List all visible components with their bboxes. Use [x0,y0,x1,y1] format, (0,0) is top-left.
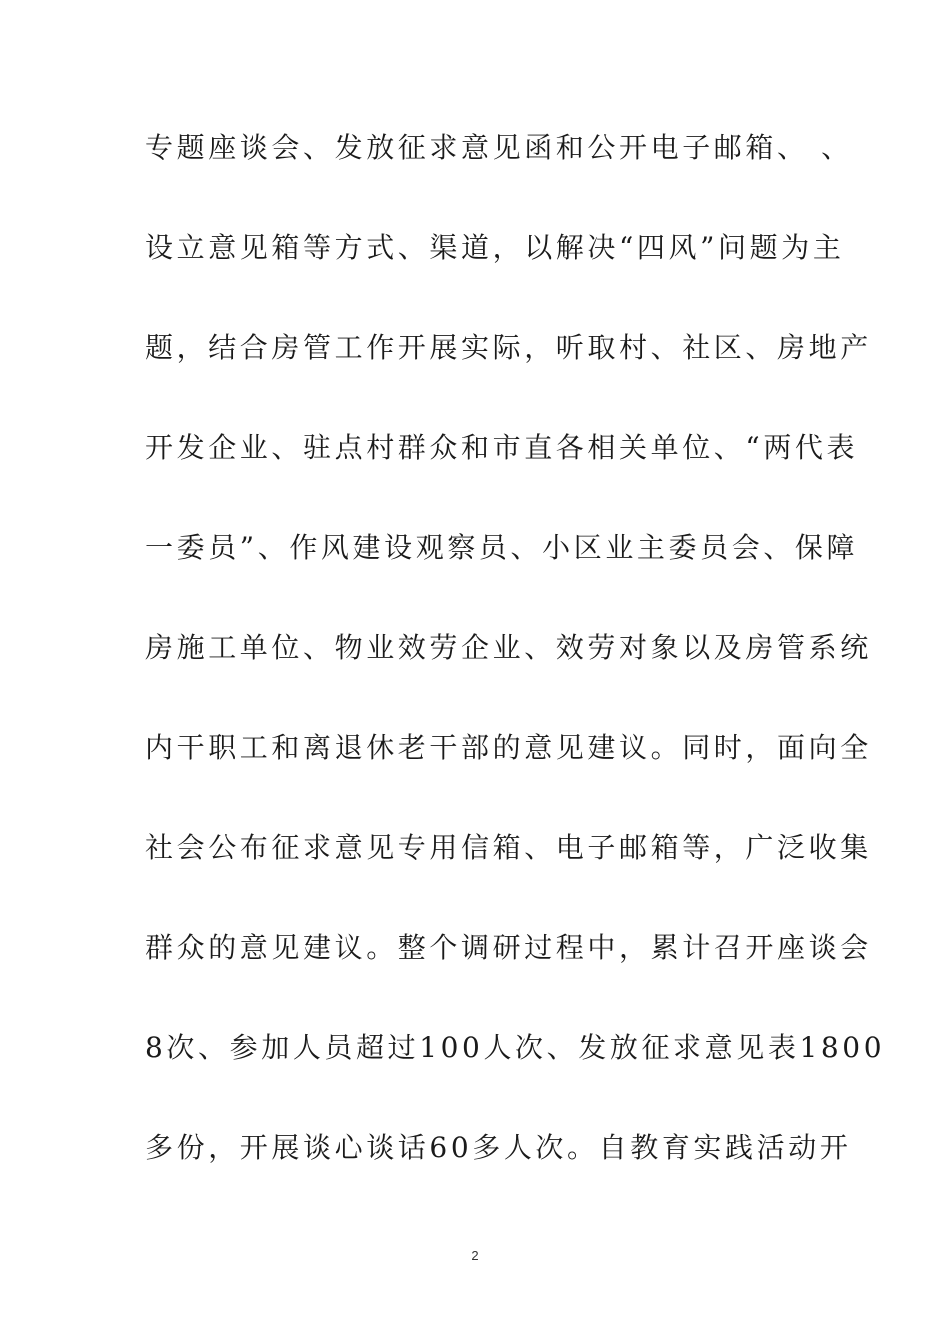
text-line: 8次、参加人员超过100人次、发放征求意见表1800 [145,1031,886,1064]
text-line: 一委员”、作风建设观察员、小区业主委员会、保障 [145,531,859,564]
text-line: 多份，开展谈心谈话60多人次。自教育实践活动开 [145,1131,852,1164]
text-line: 社会公布征求意见专用信箱、电子邮箱等，广泛收集 [145,831,872,864]
text-line: 开发企业、驻点村群众和市直各相关单位、“两代表 [145,431,859,464]
page-number: 2 [471,1248,479,1263]
body-text [145,120,886,1220]
text-line: 内干职工和离退休老干部的意见建议。同时，面向全 [145,731,872,764]
text-line: 设立意见箱等方式、渠道，以解决“四风”问题为主 [145,231,845,264]
text-line: 群众的意见建议。整个调研过程中，累计召开座谈会 [145,931,872,964]
text-line: 题，结合房管工作开展实际，听取村、社区、房地产 [145,331,872,364]
text-line: 专题座谈会、发放征求意见函和公开电子邮箱、 、 [145,131,853,164]
text-line: 房施工单位、物业效劳企业、效劳对象以及房管系统 [145,631,872,664]
